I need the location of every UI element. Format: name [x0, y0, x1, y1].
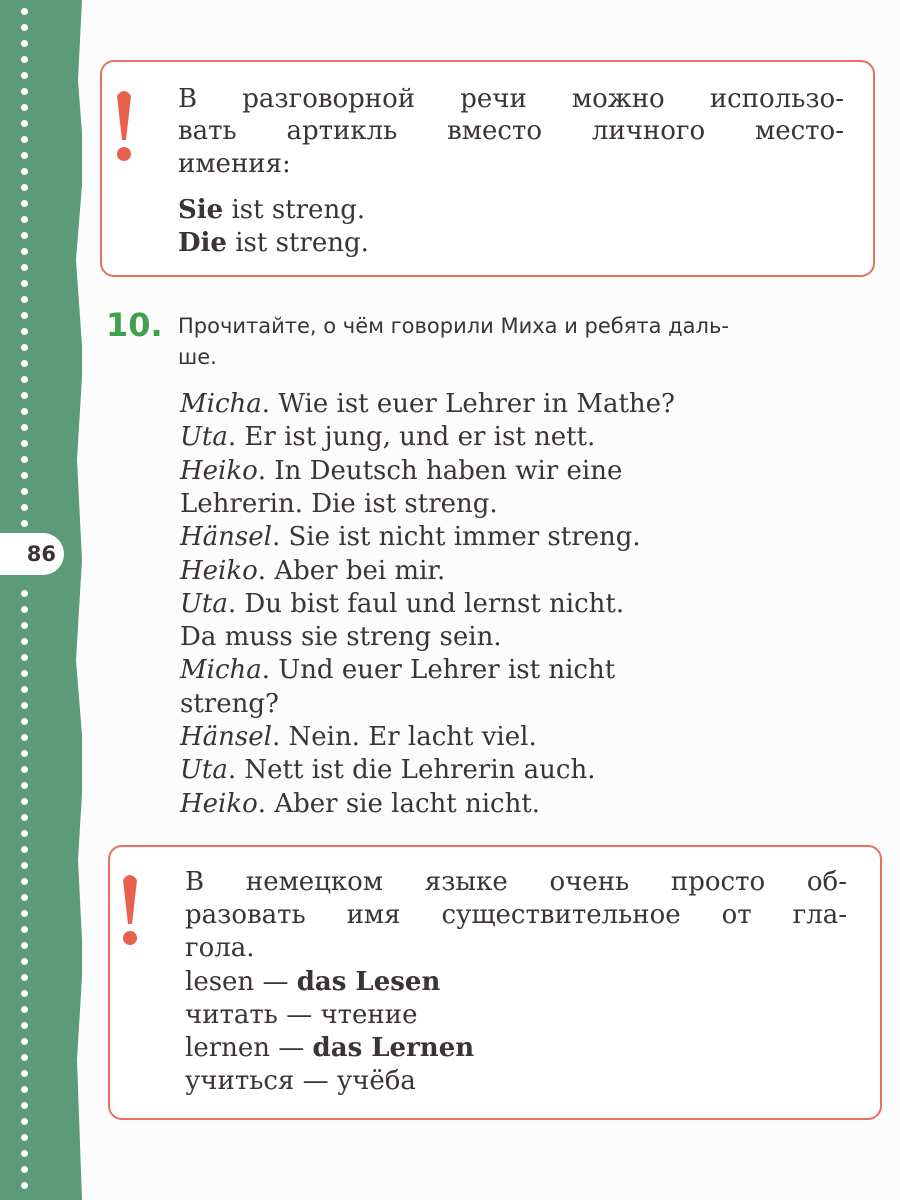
- dot: [21, 702, 28, 709]
- dialogue-text: . Wie ist euer Lehrer in Mathe?: [261, 389, 675, 419]
- dot: [21, 686, 28, 693]
- dot: [21, 120, 28, 127]
- dot: [21, 1022, 28, 1029]
- dot: [21, 408, 28, 415]
- speaker-name: Hänsel: [180, 722, 272, 752]
- dot: [21, 766, 28, 773]
- dot: [21, 846, 28, 853]
- dot: [21, 622, 28, 629]
- example-bold: Die: [178, 228, 227, 258]
- dot: [21, 1118, 28, 1125]
- dialogue-text: . Du bist faul und lernst nicht.: [227, 588, 625, 619]
- dot: [21, 376, 28, 383]
- dot: [21, 456, 28, 463]
- dialogue-line: [180, 588, 624, 620]
- note1-line: В разговорной речи можно использо-: [178, 84, 844, 114]
- dot: [21, 606, 28, 613]
- dot: [21, 328, 28, 335]
- dot: [21, 8, 28, 15]
- dot: [21, 942, 28, 949]
- page-margin-strip: [0, 0, 82, 1200]
- note2-line: разовать имя существительное от гла-: [185, 900, 847, 930]
- dot: [21, 24, 28, 31]
- exercise-instruction: ше.: [178, 345, 217, 369]
- dot: [21, 990, 28, 997]
- note2-line: гола.: [185, 933, 255, 963]
- dot: [21, 504, 28, 511]
- dialogue-text: . Aber bei mir.: [257, 555, 446, 586]
- dot: [21, 638, 28, 645]
- dialogue-text: . Nein. Er lacht viel.: [271, 722, 537, 752]
- dialogue-text: . Aber sie lacht nicht.: [257, 788, 541, 819]
- dot: [21, 168, 28, 175]
- dialogue-text: Lehrerin. Die ist streng.: [180, 488, 498, 519]
- dot: [21, 1086, 28, 1093]
- dot: [21, 830, 28, 837]
- dot: [21, 136, 28, 143]
- speaker-name: Micha: [180, 655, 262, 686]
- word-pair: [185, 1065, 416, 1097]
- dot: [21, 750, 28, 757]
- dot: [21, 718, 28, 725]
- dot: [21, 152, 28, 159]
- dot: [21, 520, 28, 527]
- page-number: 86: [0, 533, 64, 575]
- dialogue-line: [180, 788, 540, 820]
- dialogue-line: [180, 654, 615, 686]
- dialogue-text: . Er ist jung, und er ist nett.: [227, 422, 596, 453]
- example-text: ist streng.: [226, 228, 369, 258]
- dot: [21, 926, 28, 933]
- dot: [21, 1038, 28, 1045]
- dialogue-text: . Sie ist nicht immer streng.: [271, 522, 641, 553]
- dot: [21, 232, 28, 239]
- speaker-name: Uta: [180, 755, 228, 786]
- dot: [21, 654, 28, 661]
- speaker-name: Heiko: [180, 455, 258, 486]
- dot: [21, 312, 28, 319]
- speaker-name: Uta: [180, 422, 228, 453]
- dialogue-line: [180, 388, 675, 420]
- dot: [21, 440, 28, 447]
- dot: [21, 670, 28, 677]
- dot: [21, 200, 28, 207]
- dot: [21, 1102, 28, 1109]
- dot: [21, 56, 28, 63]
- dialogue-line: [180, 754, 595, 786]
- dot: [21, 974, 28, 981]
- word: учиться — учёба: [185, 1066, 416, 1096]
- word-pair: [185, 1032, 474, 1064]
- dot: [21, 1166, 28, 1173]
- speaker-name: Heiko: [180, 788, 258, 819]
- dot: [21, 782, 28, 789]
- dot: [21, 734, 28, 741]
- word: lesen —: [185, 967, 297, 997]
- note1-line: имения:: [178, 149, 291, 179]
- dot: [21, 264, 28, 271]
- dot: [21, 296, 28, 303]
- dialogue-text: streng?: [180, 688, 279, 719]
- dot: [21, 360, 28, 367]
- dialogue-text: . Und euer Lehrer ist nicht: [261, 655, 616, 686]
- noun: das Lesen: [296, 967, 441, 997]
- dialogue-line: [180, 721, 537, 753]
- dot: [21, 910, 28, 917]
- word: читать — чтение: [185, 1000, 418, 1030]
- dialogue-line: [180, 421, 595, 453]
- dot: [21, 472, 28, 479]
- dot-decoration-top: [21, 8, 29, 536]
- dot: [21, 392, 28, 399]
- dot: [21, 40, 28, 47]
- dialogue-line: [180, 521, 641, 553]
- dialogue-line: [180, 555, 445, 587]
- dot: [21, 184, 28, 191]
- dot: [21, 798, 28, 805]
- noun: das Lernen: [312, 1033, 475, 1063]
- dot: [21, 1134, 28, 1141]
- dot: [21, 216, 28, 223]
- dot: [21, 424, 28, 431]
- dot: [21, 72, 28, 79]
- dot: [21, 1070, 28, 1077]
- note1-example: [178, 227, 369, 259]
- note1-example: [178, 194, 365, 226]
- word-pair: [185, 966, 440, 998]
- dialogue-text: Da muss sie streng sein.: [180, 622, 502, 653]
- dialogue-line: [180, 455, 622, 487]
- speaker-name: Micha: [180, 389, 262, 419]
- speaker-name: Uta: [180, 588, 228, 619]
- dot: [21, 862, 28, 869]
- speaker-name: Hänsel: [180, 522, 272, 553]
- note1-line: вать артикль вместо личного место-: [178, 116, 844, 146]
- dialogue-line: [180, 488, 498, 520]
- dot: [21, 958, 28, 965]
- dot: [21, 878, 28, 885]
- word: lernen —: [185, 1033, 313, 1063]
- dot: [21, 88, 28, 95]
- example-bold: Sie: [178, 195, 224, 225]
- dot-decoration-bottom: [21, 590, 29, 1198]
- speaker-name: Heiko: [180, 555, 258, 586]
- dialogue-line: [180, 621, 502, 653]
- dot: [21, 248, 28, 255]
- dot: [21, 1150, 28, 1157]
- dot: [21, 280, 28, 287]
- exclamation-icon: [119, 872, 141, 950]
- dialogue-text: . Nett ist die Lehrerin auch.: [227, 755, 596, 786]
- word-pair: [185, 999, 417, 1031]
- dot: [21, 1182, 28, 1189]
- dot: [21, 1006, 28, 1013]
- exclamation-icon: [113, 88, 135, 166]
- exercise-number: 10.: [106, 306, 163, 344]
- dialogue-line: [180, 688, 279, 720]
- dialogue-text: . In Deutsch haben wir eine: [257, 455, 623, 486]
- dot: [21, 1054, 28, 1061]
- dot: [21, 814, 28, 821]
- dot: [21, 488, 28, 495]
- exercise-instruction: Прочитайте, о чём говорили Миха и ребята даль-: [178, 314, 729, 338]
- dot: [21, 344, 28, 351]
- dot: [21, 894, 28, 901]
- note2-line: В немецком языке очень просто об-: [185, 867, 847, 897]
- dot: [21, 590, 28, 597]
- dot: [21, 104, 28, 111]
- example-text: ist streng.: [223, 195, 366, 225]
